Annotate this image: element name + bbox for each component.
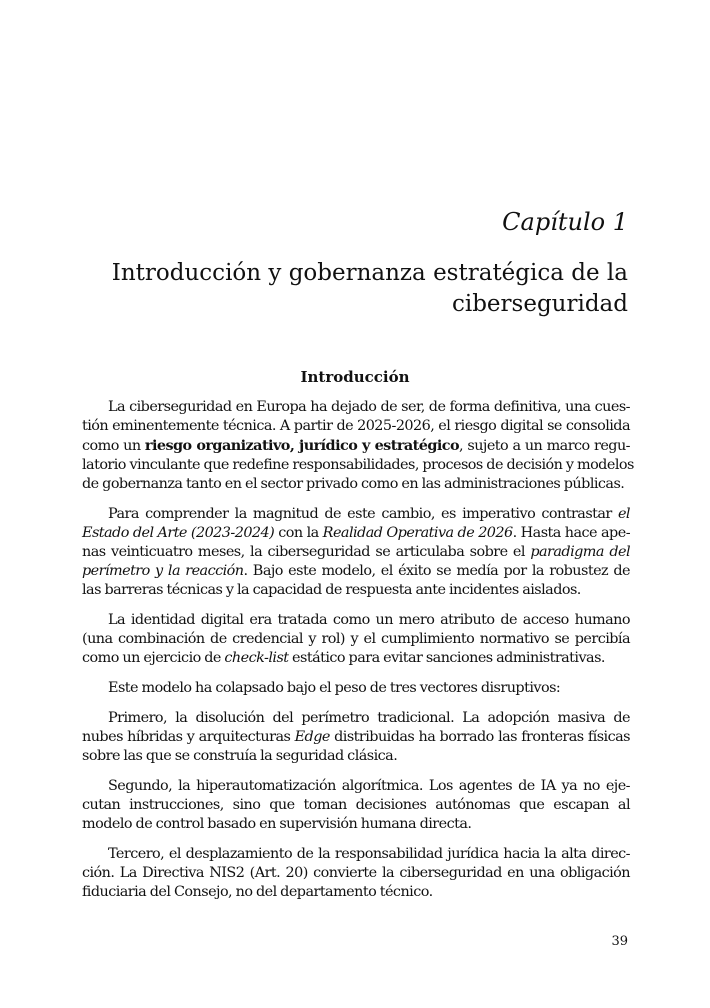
text-run: cutan instrucciones, sino que toman decisiones autónomas que escapan al	[82, 797, 630, 813]
italic-text: perímetro y la reacción	[82, 563, 244, 579]
body-text	[82, 398, 634, 913]
paragraph	[82, 845, 630, 902]
text-line	[82, 679, 630, 698]
text-run: Primero, la disolución del perímetro tradicional. La adopción masiva de	[108, 710, 630, 726]
text-line	[82, 505, 630, 524]
text-line	[82, 864, 630, 883]
italic-text: Estado del Arte (2023-2024)	[82, 525, 275, 541]
text-line	[82, 728, 630, 747]
italic-text: check-list	[224, 650, 289, 666]
text-run: (una combinación de credencial y rol) y el cumplimiento normativo se percibía	[82, 631, 630, 647]
text-line	[82, 796, 630, 815]
text-run: modelo de control basado en supervisión humana directa.	[82, 816, 472, 832]
text-line	[82, 845, 630, 864]
text-run: . Hasta hace ape-	[512, 525, 631, 541]
text-line	[82, 543, 630, 562]
text-line	[82, 630, 630, 649]
paragraph	[82, 398, 634, 494]
text-line	[82, 883, 630, 902]
text-run: Segundo, la hiperautomatización algorítmica. Los agentes de IA ya no eje-	[108, 778, 630, 794]
paragraph	[82, 505, 630, 600]
text-run: con la	[274, 525, 323, 541]
text-run: Para comprender la magnitud de este cambio, es imperativo contrastar	[108, 506, 618, 522]
text-run: Este modelo ha colapsado bajo el peso de tres vectores disruptivos:	[108, 680, 561, 696]
paragraph	[82, 679, 630, 698]
text-line	[82, 649, 630, 668]
text-run: sobre las que se construía la seguridad clásica.	[82, 748, 398, 764]
text-line	[82, 777, 630, 796]
italic-text: Edge	[294, 729, 330, 745]
page-number: 39	[611, 934, 628, 949]
bold-text: riesgo organizativo, jurídico y estratégico	[144, 437, 460, 454]
text-run: nubes híbridas y arquitecturas	[82, 729, 295, 745]
text-line	[82, 398, 630, 417]
italic-text: el	[617, 506, 630, 522]
text-line	[82, 581, 630, 600]
text-run: latorio vinculante que redefine responsabilidades, procesos de decisión y modelos	[82, 457, 634, 473]
paragraph	[82, 611, 630, 668]
text-line	[82, 709, 630, 728]
text-run: nas veinticuatro meses, la ciberseguridad se articulaba sobre el	[82, 544, 531, 560]
chapter-title-line: ciberseguridad	[451, 291, 628, 317]
text-line	[82, 562, 630, 581]
text-run: Tercero, el desplazamiento de la responsabilidad jurídica hacia la alta direc-	[108, 846, 630, 862]
text-run: de gobernanza tanto en el sector privado como en las administraciones públicas.	[82, 476, 625, 492]
text-run: La identidad digital era tratada como un mero atributo de acceso humano	[108, 612, 630, 628]
italic-text: Realidad Operativa de 2026	[322, 525, 513, 541]
chapter-title-line: Introducción y gobernanza estratégica de la	[111, 260, 628, 286]
text-line	[82, 524, 630, 543]
text-run: fiduciaria del Consejo, no del departamento técnico.	[82, 884, 433, 900]
italic-text: paradigma del	[530, 544, 630, 560]
chapter-title	[108, 258, 628, 320]
text-run: tión eminentemente técnica. A partir de 2025-2026, el riesgo digital se consolida	[82, 418, 630, 434]
text-line	[82, 815, 630, 834]
paragraph	[82, 709, 630, 766]
text-run: estático para evitar sanciones administrativas.	[288, 650, 605, 666]
text-run: las barreras técnicas y la capacidad de respuesta ante incidentes aislados.	[82, 582, 581, 598]
text-line	[82, 436, 630, 456]
text-run: La ciberseguridad en Europa ha dejado de ser, de forma definitiva, una cues-	[108, 399, 630, 415]
text-line	[82, 475, 630, 494]
text-run: como un ejercicio de	[82, 650, 225, 666]
text-line	[82, 747, 630, 766]
section-heading: Introducción	[300, 368, 410, 386]
text-run: distribuidas ha borrado las fronteras físicas	[329, 729, 630, 745]
text-run: , sujeto a un marco regu-	[459, 438, 630, 454]
chapter-label: Capítulo 1	[502, 208, 628, 236]
text-line	[82, 611, 630, 630]
text-line	[82, 456, 634, 475]
text-run: . Bajo este modelo, el éxito se medía por la robustez de	[243, 563, 631, 579]
text-run: como un	[82, 438, 145, 454]
text-run: ción. La Directiva NIS2 (Art. 20) convierte la ciberseguridad en una obligación	[82, 865, 630, 881]
text-line	[82, 417, 630, 436]
paragraph	[82, 777, 630, 834]
